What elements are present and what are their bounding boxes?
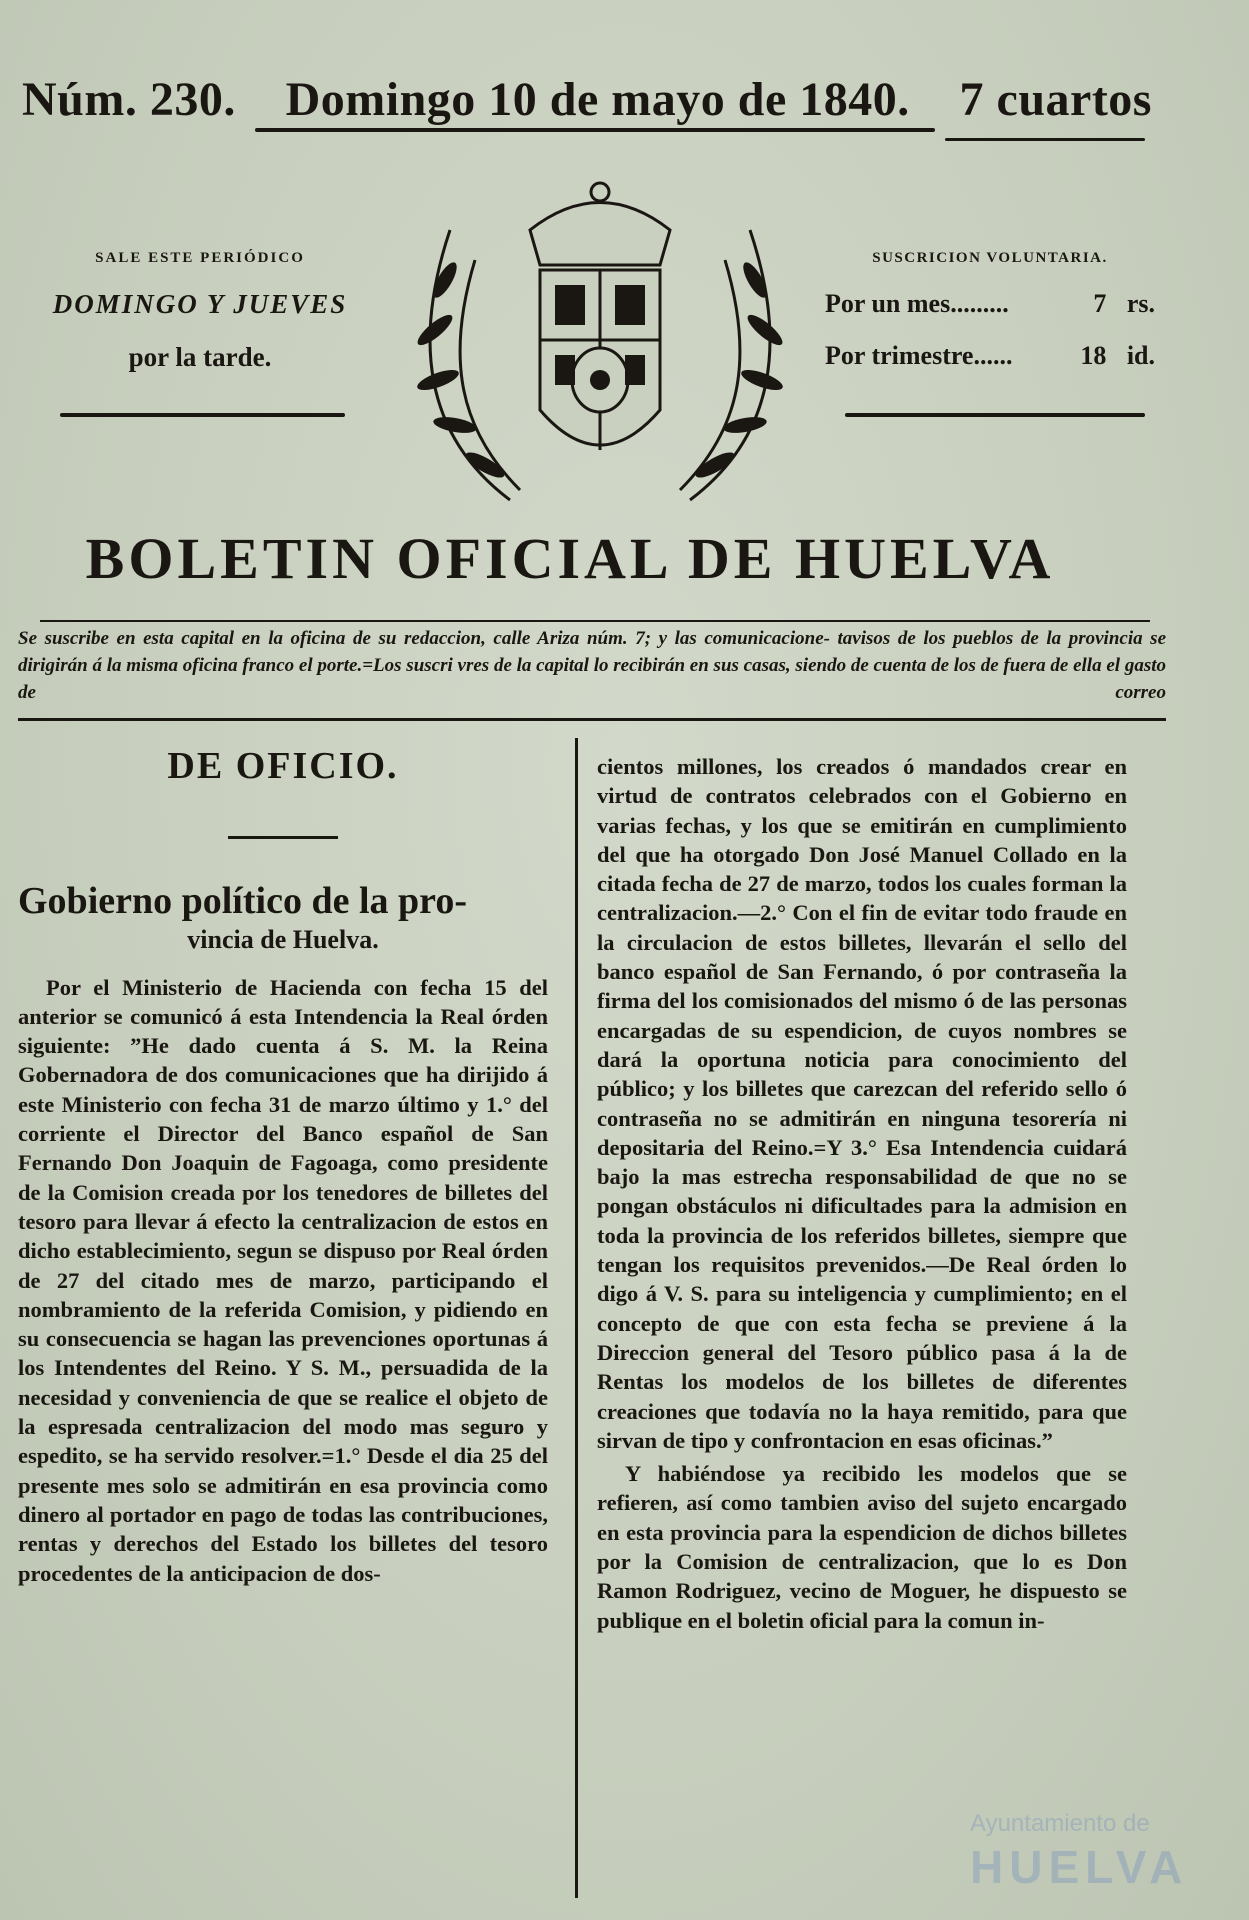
- price-label: Por un mes.........: [825, 289, 1009, 318]
- left-box-rule: [60, 413, 345, 417]
- royal-coat-of-arms-icon: [390, 170, 810, 510]
- left-column: [18, 745, 548, 1588]
- watermark-line-2: HUELVA: [970, 1841, 1189, 1893]
- schedule-time: por la tarde.: [128, 342, 272, 372]
- issue-number: Núm. 230.: [22, 73, 236, 126]
- title-rule-top: [40, 620, 1150, 622]
- newspaper-title: BOLETIN OFICIAL DE HUELVA: [85, 526, 1055, 591]
- heading-rule: [228, 836, 338, 839]
- issue-date: Domingo 10 de mayo de 1840.: [285, 73, 910, 126]
- subscription-prices: [825, 250, 1155, 371]
- article-paragraph-2: Y habiéndose ya recibido les modelos que se refieren, así como tambien aviso del sujeto encargado en esta provincia para la espendicion de dichos billetes por la Comision de centralizacion, que lo es Don Ramon Rodriguez, vecino de Moguer, he dispuesto se publique en el boletin oficial para la comun in-: [597, 1461, 1127, 1633]
- subscribe-rule-bottom: [18, 718, 1166, 721]
- price-amount: 7: [1093, 289, 1107, 318]
- price-unit: id.: [1126, 341, 1155, 370]
- right-column: [597, 752, 1127, 1635]
- article-paragraph: Por el Ministerio de Hacienda con fecha 15 del anterior se comunicó á esta Intendencia la Real órden siguiente: ”He dado cuenta á S. M. la Reina Gobernadora de dos comunicaciones que ha dirijido á este Ministerio con fecha 31 de marzo último y 1.° del corriente el Director del Banco español de San Fernando Don Joaquin de Fagoaga, como presidente de la Comision creada por los tenedores de billetes del tesoro para llevar á efecto la centralizacion de estos en dicho establecimiento, segun se dispuso por Real órden de 27 del citado mes de marzo, participando el nombramiento de la referida Comision, y pidiendo en su consecuencia se hagan las prevenciones oportunas á los Intendentes del Reino. Y S. M., persuadida de la necesidad y conveniencia de que se realice el objeto de la espresada centralizacion del modo mas seguro y espedito, se ha servido resolver.=1.° Desde el dia 25 del presente mes solo se admitirán en esa provincia como dinero al portador en pago de todas las contribuciones, rentas y derechos del Estado los billetes del tesoro procedentes de la anticipacion de dos-: [18, 974, 548, 1586]
- subscription-header: SUSCRICION VOLUNTARIA.: [872, 250, 1108, 266]
- schedule-line-1: SALE ESTE PERIÓDICO: [95, 250, 305, 266]
- price-amount: 18: [1080, 341, 1107, 370]
- masthead-rule-right: [945, 138, 1145, 141]
- price-row-month: [825, 289, 1155, 319]
- masthead-rule: [255, 128, 935, 132]
- price-row-quarter: [825, 341, 1155, 371]
- masthead: [22, 72, 1152, 132]
- column-divider: [575, 738, 578, 1898]
- watermark-line-1: Ayuntamiento de: [970, 1810, 1150, 1837]
- schedule-days: DOMINGO Y JUEVES: [52, 289, 348, 319]
- right-box-rule: [845, 413, 1145, 417]
- price-unit: rs.: [1126, 289, 1155, 318]
- subscription-note: Se suscribe en esta capital en la oficina de su redaccion, calle Ariza núm. 7; y las comunicacione- tavisos de los pueblos de la provincia se dirigirán á la misma oficina franco el porte.=Los suscri vres de la capital lo recibirán en sus casas, siendo de cuenta de los de fuera de ella el gasto de correo: [18, 628, 1166, 703]
- publication-schedule: [30, 250, 370, 373]
- article-paragraph-continued: cientos millones, los creados ó mandados crear en virtud de contratos celebrados con el Gobierno en varias fechas, y los que se emitirán en cumplimiento del que ha otorgado Don José Manuel Collado en la citada fecha de 27 de marzo, todos los cuales forman la centralizacion.—2.° Con el fin de evitar todo fraude en la circulacion de estos billetes, llevarán el sello del banco español de San Fernando, ó por contraseña la firma del los comisionados del mismo ó de las personas encargadas de su espendicion, de cuyos nombres se dará la oportuna noticia para conocimiento del público; y los billetes que carezcan del referido sello ó contraseña no se admitirán en ninguna tesorería ni depositaria del Reino.=Y 3.° Esa Intendencia cuidará bajo la mas estrecha responsabilidad de que no se pongan obstáculos ni dificultades para la admision en toda la provincia de los referidos billetes, siempre que tengan los requisitos prevenidos.—De Real órden lo digo á V. S. para su inteligencia y cumplimiento; en el concepto de que con esta fecha se previene á la Direccion general del Tesoro público pasa á la de Rentas los modelos de los billetes de diferentes creaciones que todavía no la haya remitido, para que sirvan de tipo y confrontacion en esas oficinas.”: [597, 754, 1127, 1453]
- library-watermark: [880, 1810, 1240, 1910]
- section-heading: DE OFICIO.: [167, 745, 399, 787]
- article-heading: Gobierno político de la pro-: [18, 880, 467, 923]
- price-label: Por trimestre......: [825, 341, 1013, 370]
- article-heading-2: vincia de Huelva.: [187, 925, 379, 955]
- issue-price: 7 cuartos: [959, 73, 1152, 126]
